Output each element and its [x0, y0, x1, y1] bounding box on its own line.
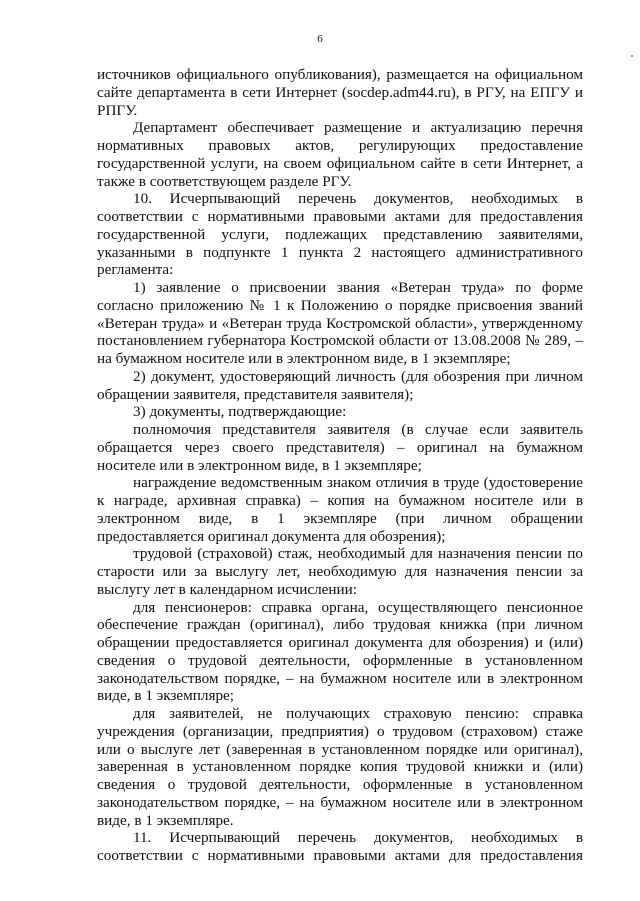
paragraph-item-11: 11. Исчерпывающий перечень документов, необходимых в соответствии с нормативными правовыми актами для предоставления	[97, 829, 583, 864]
document-body	[97, 66, 583, 865]
paragraph-item-10-3-confirming-documents: 3) документы, подтверждающие:	[133, 403, 347, 421]
paragraph-representative-authority: полномочия представителя заявителя (в случае если заявитель обращается через своего представителя) – оригинал на бумажном носителе или в электронном виде, в 1 экземпляре;	[97, 421, 583, 474]
paragraph-labor-seniority: трудовой (страховой) стаж, необходимый для назначения пенсии по старости или за выслугу лет, необходимую для назначения пенсии за выслугу лет в календарном исчислении:	[97, 545, 583, 598]
paragraph-for-non-pensioners: для заявителей, не получающих страховую пенсию: справка учреждения (организации, предприятия) о трудовом (страховом) стаже или о выслуге лет (заверенная в установленном порядке или оригинал), заверенная в установленном порядке копия трудовой книжки и (или) сведения о трудовой деятельности, оформленные в установленном законодательством порядке, – на бумажном носителе или в электронном виде, в 1 экземпляре.	[97, 705, 583, 829]
paragraph-item-10: 10. Исчерпывающий перечень документов, необходимых в соответствии с нормативными правовыми актами для предоставления государственной услуги, подлежащих представлению заявителями, указанными в подпункте 1 пункта 2 настоящего административного регламента:	[97, 190, 583, 279]
paragraph-item-10-2-identity-document: 2) документ, удостоверяющий личность (для обозрения при личном обращении заявителя, представителя заявителя);	[97, 367, 583, 403]
paragraph-for-pensioners: для пенсионеров: справка органа, осуществляющего пенсионное обеспечение граждан (оригинал), либо трудовая книжка (при личном обращении предоставляется оригинал документа для обозрения) и (или) сведения о трудовой деятельности, оформленные в установленном законодательством порядке, – на бумажном носителе или в электронном виде, в 1 экземпляре;	[97, 598, 583, 705]
paragraph-department-publishing: Департамент обеспечивает размещение и актуализацию перечня нормативных правовых актов, регулирующих предоставление государственной услуги, на своем официальном сайте в сети Интернет, а также в соответствующем разделе РГУ.	[97, 119, 583, 190]
page-number: 6	[317, 33, 323, 45]
scan-speck	[631, 55, 633, 57]
paragraph-item-10-1-application: 1) заявление о присвоении звания «Ветеран труда» по форме согласно приложению № 1 к Положению о порядке присвоения званий «Ветеран труда» и «Ветеран труда Костромской области», утвержденному постановлением губернатора Костромской области от 13.08.2008 № 289, – на бумажном носителе или в электронном виде, в 1 экземпляре;	[97, 279, 583, 367]
paragraph-sources-continuation: источников официального опубликования), размещается на официальном сайте департамента в сети Интернет (socdep.adm44.ru), в РГУ, на ЕПГУ и РПГУ.	[97, 66, 583, 119]
paragraph-departmental-award: награждение ведомственным знаком отличия в труде (удостоверение к награде, архивная справка) – копия на бумажном носителе или в электронном виде, в 1 экземпляре (при личном обращении предоставляется оригинал документа для обозрения);	[97, 474, 583, 545]
